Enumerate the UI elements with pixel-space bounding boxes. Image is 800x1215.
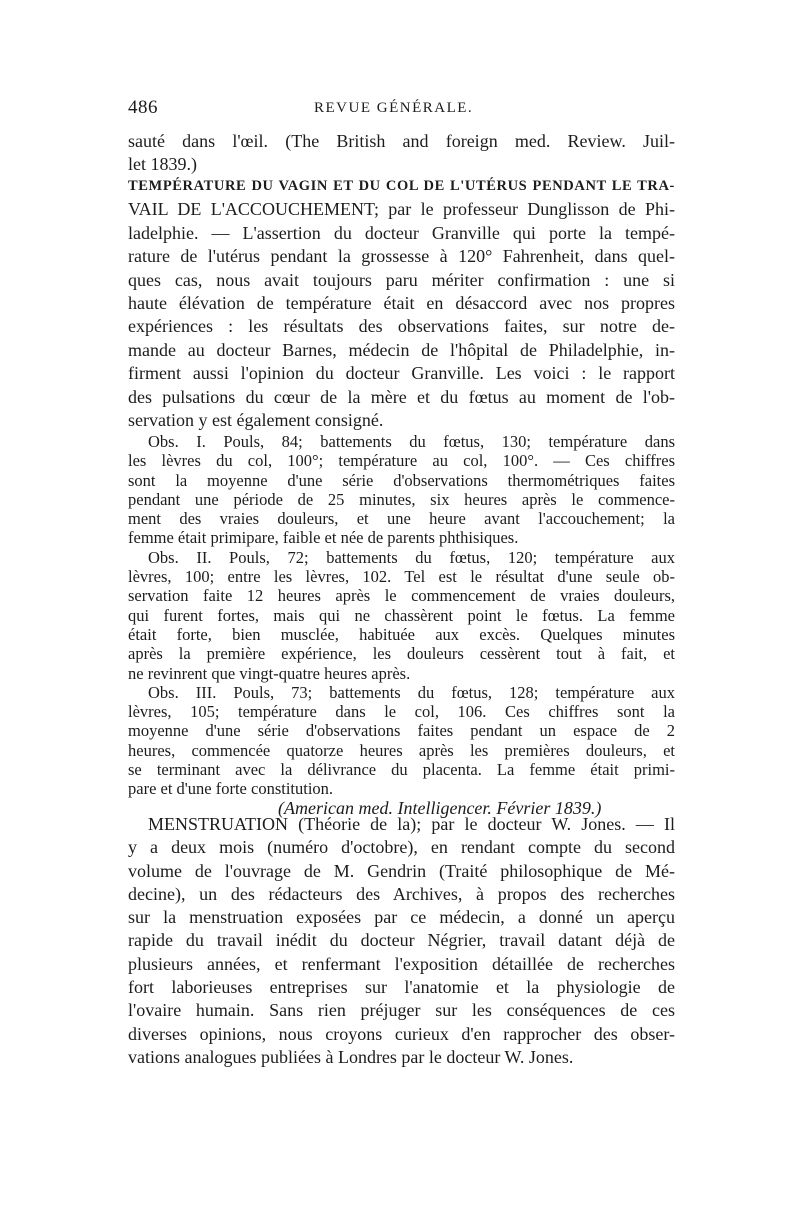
- running-head: [128, 97, 674, 123]
- observation-line: pare et d'une forte constitution.: [128, 779, 334, 799]
- observation-line: après la première expérience, les douleurs cessèrent tout à fait, et: [128, 644, 675, 664]
- observation-line: était forte, bien musclée, habituée aux excès. Quelques minutes: [128, 624, 675, 644]
- text-line: sur la menstruation exposées par ce médecin, a donné un aperçu: [128, 907, 675, 928]
- text-line: diverses opinions, nous croyons curieux d'en rapprocher des obser-: [128, 1023, 675, 1044]
- observation-line: lèvres, 100; entre les lèvres, 102. Tel est le résultat d'une seule ob-: [128, 567, 675, 587]
- observation-line: moyenne d'une série d'observations faites pendant un espace de 2: [128, 721, 675, 741]
- citation-reference: (American med. Intelligencer. Février 1839.): [278, 798, 602, 818]
- text-line: des pulsations du cœur de la mère et du fœtus au moment de l'ob-: [128, 386, 675, 407]
- observation-line: sont la moyenne d'une série d'observations thermométriques faites: [128, 470, 675, 490]
- observation-line: pendant une période de 25 minutes, six heures après le commence-: [128, 489, 675, 509]
- observation-line: Obs. II. Pouls, 72; battements du fœtus, 120; température aux: [148, 547, 675, 567]
- observation-line: lèvres, 105; température dans le col, 106. Ces chiffres sont la: [128, 702, 675, 722]
- text-line: VAIL DE L'ACCOUCHEMENT; par le professeur Dunglisson de Phi-: [128, 199, 675, 220]
- text-line: plusieurs années, et renfermant l'exposition détaillée de recherches: [128, 953, 675, 974]
- text-line: ladelphie. — L'assertion du docteur Granville qui porte la tempé-: [128, 222, 675, 243]
- page-number: 486: [128, 97, 158, 118]
- text-line: vations analogues publiées à Londres par le docteur W. Jones.: [128, 1046, 574, 1067]
- observation-line: se terminant avec la délivrance du placenta. La femme était primi-: [128, 760, 675, 780]
- observation-line: heures, commencée quatorze heures après les premières douleurs, et: [128, 740, 675, 760]
- observation-line: servation faite 12 heures après le commencement de vraies douleurs,: [128, 586, 675, 606]
- text-line: expériences : les résultats des observations faites, sur notre de-: [128, 316, 675, 337]
- section-heading-line: TEMPÉRATURE DU VAGIN ET DU COL DE L'UTÉRUS PENDANT LE TRA-: [128, 178, 675, 194]
- text-line: decine), un des rédacteurs des Archives, à propos des recherches: [128, 883, 675, 904]
- running-title: REVUE GÉNÉRALE.: [314, 100, 474, 116]
- section-menstruation: [128, 813, 675, 1069]
- text-line: MENSTRUATION (Théorie de la); par le docteur W. Jones. — Il: [148, 814, 675, 834]
- text-line: sauté dans l'œil. (The British and foreign med. Review. Juil-: [128, 131, 675, 151]
- observation-line: ne revinrent que vingt-quatre heures après.: [128, 663, 411, 683]
- observation-line: femme était primipare, faible et née de parents phthisiques.: [128, 528, 519, 548]
- text-line: l'ovaire humain. Sans rien préjuger sur les conséquences de ces: [128, 1000, 675, 1021]
- section-temperature: [128, 175, 675, 432]
- text-line: mande au docteur Barnes, médecin de l'hôpital de Philadelphie, in-: [128, 339, 675, 360]
- text-line: rapide du travail inédit du docteur Négrier, travail datant déjà de: [128, 930, 675, 951]
- text-line: rature de l'utérus pendant la grossesse à 120° Fahrenheit, dans quel-: [128, 246, 675, 267]
- text-line: firment aussi l'opinion du docteur Granville. Les voici : le rapport: [128, 363, 675, 384]
- text-line: let 1839.): [128, 153, 197, 174]
- observation-line: ment des vraies douleurs, et une heure avant l'accouchement; la: [128, 509, 675, 529]
- observations: [128, 432, 675, 818]
- text-line: servation y est également consigné.: [128, 409, 384, 430]
- text-line: volume de l'ouvrage de M. Gendrin (Traité philosophique de Mé-: [128, 860, 675, 881]
- observation-line: les lèvres du col, 100°; température au col, 100°. — Ces chiffres: [128, 451, 675, 471]
- text-line: fort laborieuses entreprises sur l'anatomie et la physiologie de: [128, 977, 675, 998]
- observation-line: Obs. III. Pouls, 73; battements du fœtus, 128; température aux: [148, 682, 675, 702]
- observation-line: Obs. I. Pouls, 84; battements du fœtus, 130; température dans: [148, 432, 675, 451]
- observation-line: qui furent fortes, mais qui ne chassèrent point le fœtus. La femme: [128, 605, 675, 625]
- text-line: ques cas, nous avait toujours paru mériter confirmation : une si: [128, 269, 675, 290]
- text-line: haute élévation de température était en désaccord avec nos propres: [128, 292, 675, 313]
- continued-text: [128, 130, 675, 175]
- text-line: y a deux mois (numéro d'octobre), en rendant compte du second: [128, 837, 675, 858]
